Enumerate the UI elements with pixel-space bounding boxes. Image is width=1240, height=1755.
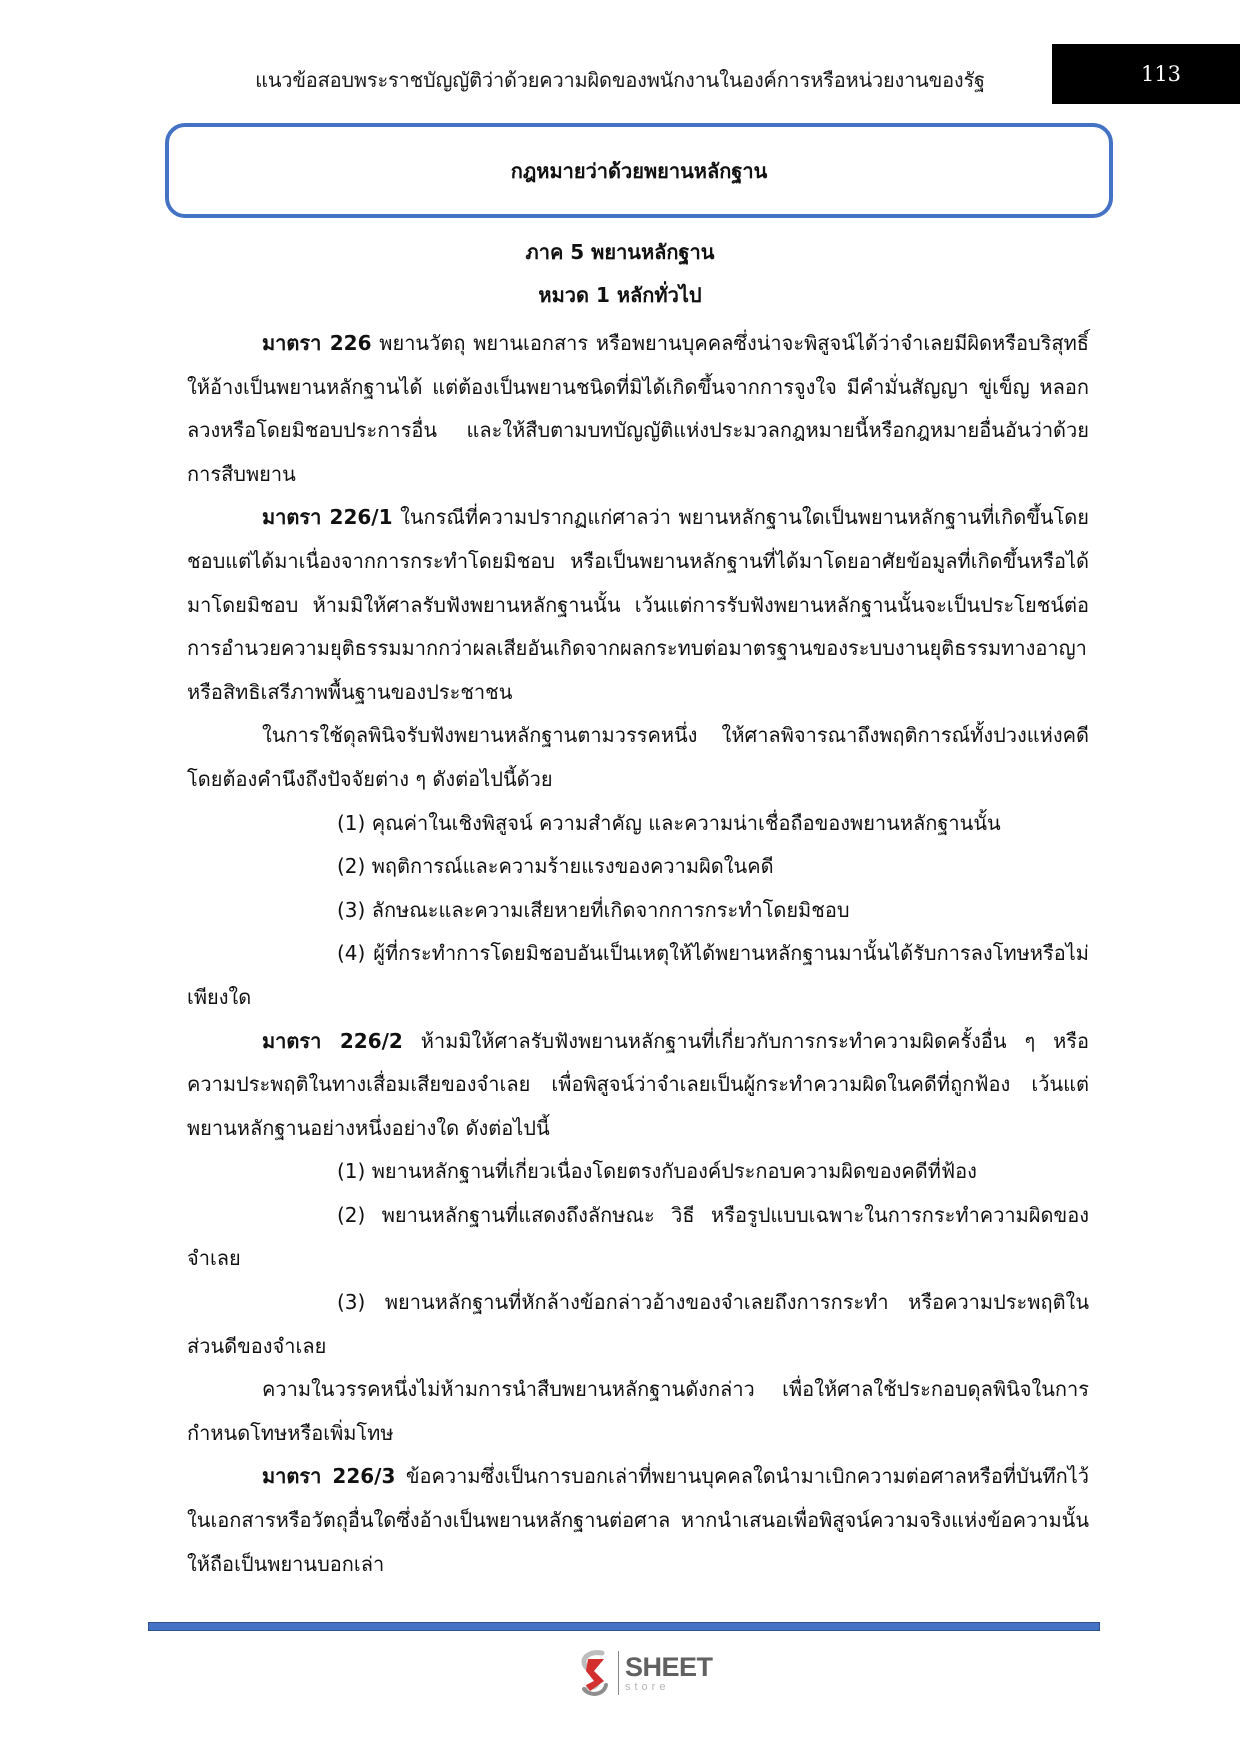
chapter-heading: หมวด 1 หลักทั่วไป: [538, 283, 702, 307]
section-226: [187, 322, 1089, 496]
section-label: มาตรา 226/2: [262, 1028, 403, 1053]
section-226-2: [187, 1020, 1089, 1151]
section-label: มาตรา 226: [262, 331, 372, 355]
section-label: มาตรา 226/1: [262, 505, 393, 530]
list-item: (2) พฤติการณ์และความร้ายแรงของความผิดในคดี: [337, 854, 774, 879]
logo-divider: [618, 1651, 619, 1695]
list-item: (4) ผู้ที่กระทำการโดยมิชอบอันเป็นเหตุให้ได้พยานหลักฐานมานั้นได้รับการลงโทษหรือไม่เพียงใด: [187, 941, 1089, 1009]
running-header: แนวข้อสอบพระราชบัญญัติว่าด้วยความผิดของพนักงานในองค์การหรือหน่วยงานของรัฐ: [255, 68, 985, 92]
chapter-title: กฎหมายว่าด้วยพยานหลักฐาน: [510, 158, 768, 183]
section-text: ห้ามมิให้ศาลรับฟังพยานหลักฐานที่เกี่ยวกับการกระทำความผิดครั้งอื่น ๆ หรือความประพฤติในทางเสื่อมเสียของจำเลย เพื่อพิสูจน์ว่าจำเลยเป็นผู้กระทำความผิดในคดีที่ถูกฟ้อง เว้นแต่พยานหลักฐานอย่างหนึ่งอย่างใด ดังต่อไปนี้: [187, 1028, 1090, 1140]
section-text: พยานวัตถุ พยานเอกสาร หรือพยานบุคคลซึ่งน่าจะพิสูจน์ได้ว่าจำเลยมีผิดหรือบริสุทธิ์ ให้อ้างเป็นพยานหลักฐานได้ แต่ต้องเป็นพยานชนิดที่มิได้เกิดขึ้นจากการจูงใจ มีคำมั่นสัญญา ขู่เข็ญ หลอกลวงหรือโดยมิชอบประการอื่น และให้สืบตามบทบัญญัติแห่งประมวลกฎหมายนี้หรือกฎหมายอื่นอันว่าด้วยการสืบพยาน: [187, 331, 1089, 486]
page-number-box: [1052, 44, 1240, 104]
footer-rule: [148, 1622, 1100, 1631]
part-heading: ภาค 5 พยานหลักฐาน: [525, 240, 715, 264]
list-item: (2) พยานหลักฐานที่แสดงถึงลักษณะ วิธี หรือรูปแบบเฉพาะในการกระทำความผิดของจำเลย: [187, 1202, 1089, 1271]
page-number: 113: [1140, 62, 1182, 86]
sheet-store-logo: [578, 1648, 713, 1698]
logo-brand: SHEET: [625, 1651, 713, 1682]
section-226-2-para2: ความในวรรคหนึ่งไม่ห้ามการนำสืบพยานหลักฐานดังกล่าว เพื่อให้ศาลใช้ประกอบดุลพินิจในการกำหนดโทษหรือเพิ่มโทษ: [187, 1377, 1089, 1445]
list-item: (1) พยานหลักฐานที่เกี่ยวเนื่องโดยตรงกับองค์ประกอบความผิดของคดีที่ฟ้อง: [337, 1159, 977, 1184]
list-item: (1) คุณค่าในเชิงพิสูจน์ ความสำคัญ และความน่าเชื่อถือของพยานหลักฐานนั้น: [337, 810, 1001, 835]
section-226-3: [187, 1455, 1089, 1586]
section-label: มาตรา 226/3: [262, 1464, 396, 1489]
section-226-1: [187, 496, 1089, 714]
list-item: (3) ลักษณะและความเสียหายที่เกิดจากการกระทำโดยมิชอบ: [337, 897, 850, 922]
logo-text: [625, 1651, 713, 1693]
section-text: ในกรณีที่ความปรากฏแก่ศาลว่า พยานหลักฐานใดเป็นพยานหลักฐานที่เกิดขึ้นโดยชอบแต่ได้มาเนื่องจากการกระทำโดยมิชอบ หรือเป็นพยานหลักฐานที่ได้มาโดยอาศัยข้อมูลที่เกิดขึ้นหรือได้มาโดยมิชอบ ห้ามมิให้ศาลรับฟังพยานหลักฐานนั้น เว้นแต่การรับฟังพยานหลักฐานนั้นจะเป็นประโยชน์ต่อการอำนวยความยุติธรรมมากกว่าผลเสียอันเกิดจากผลกระทบต่อมาตรฐานของระบบงานยุติธรรมทางอาญาหรือสิทธิเสรีภาพพื้นฐานของประชาชน: [187, 505, 1089, 704]
list-item: (3) พยานหลักฐานที่หักล้างข้อกล่าวอ้างของจำเลยถึงการกระทำ หรือความประพฤติในส่วนดีของจำเลย: [187, 1290, 1089, 1358]
document-body: [187, 322, 1089, 1586]
section-226-1-para2: ในการใช้ดุลพินิจรับฟังพยานหลักฐานตามวรรคหนึ่ง ให้ศาลพิจารณาถึงพฤติการณ์ทั้งปวงแห่งคดีโดยต้องคำนึงถึงปัจจัยต่าง ๆ ดังต่อไปนี้ด้วย: [187, 723, 1089, 791]
chapter-title-box: [165, 123, 1113, 218]
section-text: ข้อความซึ่งเป็นการบอกเล่าที่พยานบุคคลใดนำมาเบิกความต่อศาลหรือที่บันทึกไว้ในเอกสารหรือวัตถุอื่นใดซึ่งอ้างเป็นพยานหลักฐานต่อศาล หากนำเสนอเพื่อพิสูจน์ความจริงแห่งข้อความนั้น ให้ถือเป็นพยานบอกเล่า: [187, 1464, 1090, 1576]
logo-sub: store: [625, 1680, 670, 1693]
logo-s-icon: [578, 1649, 612, 1697]
